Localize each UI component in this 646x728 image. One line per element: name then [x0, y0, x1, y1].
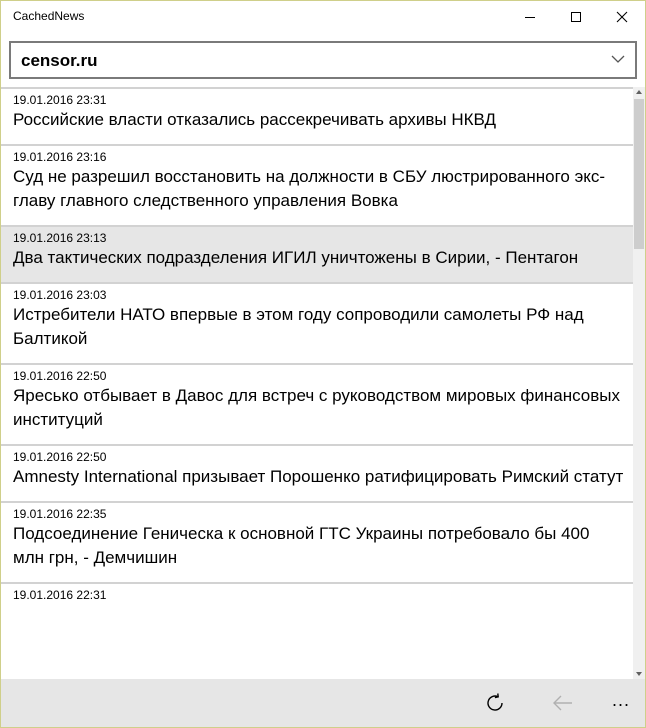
title-bar — [1, 1, 645, 33]
news-date: 19.01.2016 23:31 — [13, 93, 107, 107]
scroll-down-arrow-icon[interactable] — [635, 671, 643, 677]
news-item[interactable] — [1, 144, 633, 225]
close-button[interactable] — [599, 1, 645, 33]
news-headline: Российские власти отказались рассекречивать архивы НКВД — [13, 110, 496, 129]
more-button[interactable] — [597, 679, 645, 727]
news-item[interactable] — [1, 582, 633, 615]
close-icon — [616, 11, 628, 23]
source-selected-value: censor.ru — [21, 51, 98, 70]
maximize-button[interactable] — [553, 1, 599, 33]
minimize-button[interactable] — [507, 1, 553, 33]
news-date: 19.01.2016 22:50 — [13, 369, 107, 383]
scroll-thumb[interactable] — [634, 99, 644, 249]
news-item[interactable] — [1, 225, 633, 282]
news-date: 19.01.2016 23:16 — [13, 150, 107, 164]
news-headline: Яресько отбывает в Давос для встреч с руководством мировых финансовых институций — [13, 386, 621, 429]
news-date: 19.01.2016 23:03 — [13, 288, 107, 302]
news-item[interactable] — [1, 444, 633, 501]
news-item[interactable] — [1, 87, 633, 144]
news-headline: Истребители НАТО впервые в этом году сопроводили самолеты РФ над Балтикой — [13, 305, 584, 348]
scroll-up-arrow-icon[interactable] — [635, 89, 643, 95]
source-dropdown[interactable] — [9, 41, 637, 79]
chevron-down-icon — [611, 54, 625, 64]
refresh-button[interactable] — [471, 679, 519, 727]
news-headline: Два тактических подразделения ИГИЛ уничтожены в Сирии, - Пентагон — [13, 248, 579, 267]
back-button[interactable] — [539, 679, 587, 727]
app-title: CachedNews — [13, 9, 85, 23]
news-date: 19.01.2016 22:35 — [13, 507, 107, 521]
news-item[interactable] — [1, 501, 633, 582]
news-headline: Amnesty International призывает Порошенко ратифицировать Римский статут — [13, 467, 624, 486]
news-headline: Суд не разрешил восстановить на должности в СБУ люстрированного экс-главу главного следственного управления Вовка — [13, 167, 606, 210]
refresh-icon — [484, 692, 506, 714]
vertical-scrollbar[interactable] — [633, 87, 645, 679]
news-item[interactable] — [1, 282, 633, 363]
news-item[interactable] — [1, 363, 633, 444]
bottom-app-bar — [1, 679, 645, 727]
news-headline: Подсоединение Геническа к основной ГТС Украины потребовало бы 400 млн грн, - Демчишин — [13, 524, 590, 567]
maximize-icon — [570, 11, 582, 23]
minimize-icon — [524, 11, 536, 23]
news-date: 19.01.2016 23:13 — [13, 231, 107, 245]
news-date: 19.01.2016 22:31 — [13, 588, 107, 602]
news-list[interactable] — [1, 87, 633, 679]
more-icon: ... — [611, 689, 630, 710]
news-date: 19.01.2016 22:50 — [13, 450, 107, 464]
back-arrow-icon — [552, 695, 574, 711]
